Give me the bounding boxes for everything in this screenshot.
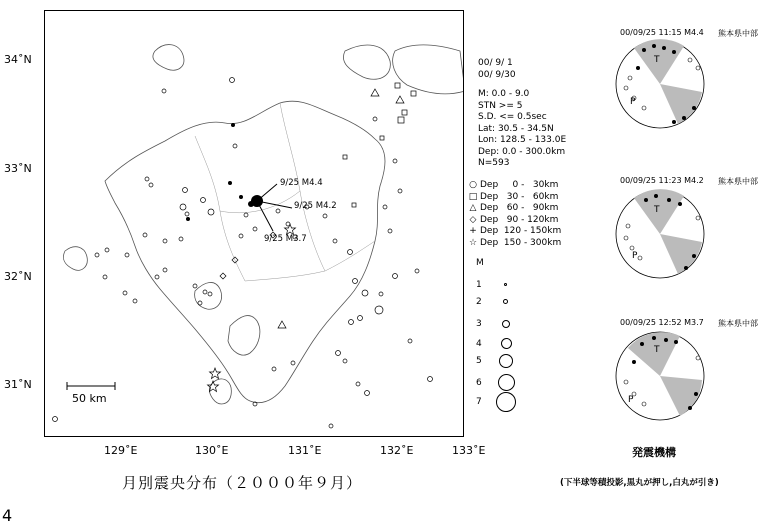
page-title: 月別震央分布（２０００年９月） [122,474,363,492]
lon-label-131: 131˚E [288,444,322,457]
lon-label-130: 130˚E [195,444,229,457]
mag-label: 6 [476,378,482,388]
mechanism-title: 00/09/25 11:23 M4.2 [620,176,704,185]
mechanism-region: 熊本県中部 [718,29,758,38]
annotation-m42: 9/25 M4.2 [294,201,337,211]
info-count: N=593 [478,158,510,168]
epicenters [53,78,433,429]
mechanism-title: 00/09/25 11:15 M4.4 [620,28,704,37]
lon-label-129: 129˚E [104,444,138,457]
mag-label: 3 [476,319,482,329]
t-axis-label: T [654,55,660,65]
depth-row [468,192,561,204]
depth-label: Dep 60 - 90km [480,203,559,214]
plus-icon: + [469,226,477,237]
lon-label-133: 133˚E [452,444,486,457]
p-axis-label: P [628,395,634,405]
magnitude-header: M [476,258,484,268]
mechanism-beachball [614,188,706,280]
mechanism-region: 熊本県中部 [718,177,758,186]
epicenters-filled [186,123,263,221]
annotation-leaders [257,184,292,231]
triangle-icon: △ [469,203,477,214]
info-magnitude: M: 0.0 - 9.0 [478,89,530,99]
boundaries [195,103,375,281]
square-icon: □ [468,191,478,202]
p-axis-label: P [630,97,636,107]
epicenter-map [44,10,464,437]
magnitude-circle-icon [503,299,508,304]
info-depth: Dep: 0.0 - 300.0km [478,146,566,157]
magnitude-circle-icon [501,338,512,349]
diamond-icon: ◇ [469,214,477,225]
lat-label-31: 31˚N [4,378,32,391]
lat-label-33: 33˚N [4,162,32,175]
depth-label: Dep 0 - 30km [480,180,559,190]
map-svg [45,11,464,437]
depth-label: Dep 30 - 60km [480,191,559,202]
info-sd: S.D. <= 0.5sec [478,112,547,122]
info-lon: Lon: 128.5 - 133.0E [478,135,567,145]
info-stations: STN >= 5 [478,100,523,111]
lat-label-34: 34˚N [4,53,32,66]
depth-label: Dep 120 - 150km [480,226,562,237]
magnitude-circle-icon [498,374,515,391]
depth-row [468,203,561,215]
depth-row [468,180,561,192]
epicenters-star [208,224,296,392]
date-start: 00/ 9/ 1 [478,58,513,68]
p-axis-label: P [632,251,638,261]
magnitude-circle-icon [504,283,507,286]
mag-label: 5 [476,356,482,366]
magnitude-circle-icon [499,354,513,368]
mechanism-caption: 発震機構 [632,446,676,459]
depth-row [468,226,561,238]
coastline [63,45,464,404]
mag-label: 1 [476,280,482,290]
star-icon: ☆ [468,237,478,248]
info-lat: Lat: 30.5 - 34.5N [478,123,554,134]
circle-icon: ○ [469,180,477,190]
mechanism-region: 熊本県中部 [718,319,758,328]
annotation-m44: 9/25 M4.4 [280,178,323,188]
scale-label: 50 km [72,392,107,405]
depth-row [468,238,561,250]
date-end: 00/ 9/30 [478,69,516,80]
page-number: 4 [2,506,13,525]
depth-label: Dep 150 - 300km [480,237,562,248]
mechanism-beachball [614,330,706,422]
mechanism-beachball [614,38,706,130]
mag-label: 2 [476,297,482,307]
lat-label-32: 32˚N [4,270,32,283]
magnitude-circle-icon [502,320,510,328]
lon-label-132: 132˚E [380,444,414,457]
t-axis-label: T [654,205,660,215]
info-block [478,58,566,170]
mag-label: 7 [476,397,482,407]
mag-label: 4 [476,339,482,349]
depth-row [468,215,561,227]
annotation-m37: 9/25 M3.7 [264,234,307,244]
t-axis-label: T [654,345,660,355]
depth-label: Dep 90 - 120km [480,214,559,225]
depth-legend [468,180,561,250]
mechanism-title: 00/09/25 12:52 M3.7 [620,318,704,327]
magnitude-circle-icon [496,392,516,412]
mechanism-note: (下半球等積投影,黒丸が押し,白丸が引き) [560,478,719,488]
scale-bar [67,382,115,390]
